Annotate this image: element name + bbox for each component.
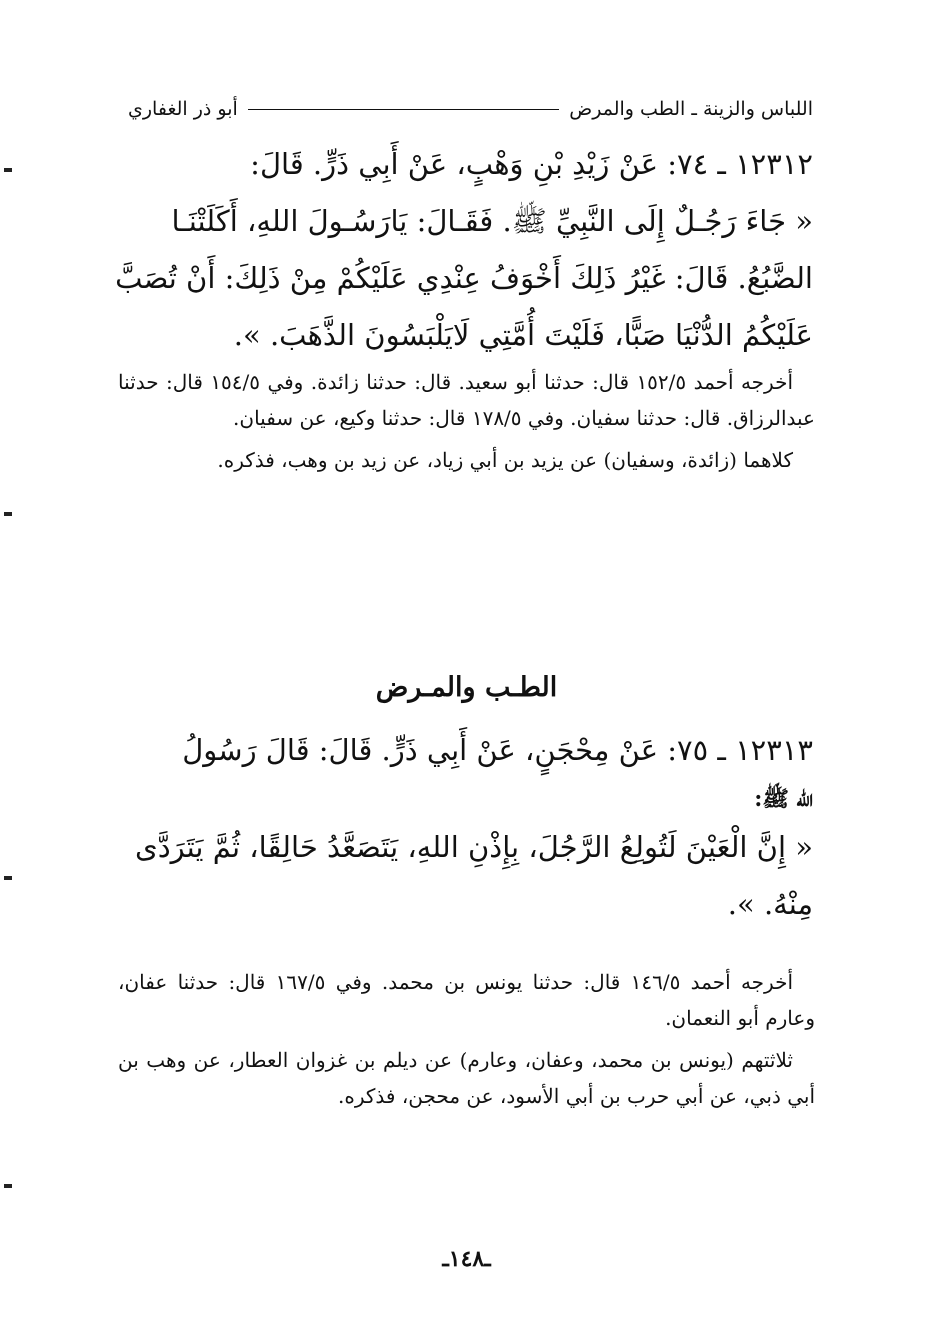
hadith-74-line-3: الضَّبُعُ. قَالَ: غَيْرُ ذَلِكَ أَخْوَفُ عِنْدِي عَلَيْكُمْ مِنْ ذَلِكَ: أَنْ تُصَبَّ [115, 261, 813, 295]
hadith-75-line-3: « إِنَّ الْعَيْنَ لَتُولِعُ الرَّجُلَ، بِإِذْنِ اللهِ، يَتَصَعَّدُ حَالِقًا، ثُمَّ يَتَرَدَّى [135, 830, 813, 864]
takhrij-75-para-2: ثلاثتهم (يونس بن محمد، وعفان، وعارم) عن ديلم بن غزوان العطار، عن وهب بن أبي ذبي، عن أبي حرب بن أبي الأسود، عن محجن، فذكره. [118, 1048, 815, 1108]
running-head-chapter: اللباس والزينة ـ الطب والمرض [569, 98, 813, 120]
hadith-74-line-2: « جَاءَ رَجُـلٌ إِلَى النَّبِيِّ ﷺ. فَقَـالَ: يَارَسُـولَ اللهِ، أَكَلَتْنَـا [171, 204, 813, 238]
page-number: ـ١٤٨ـ [442, 1246, 491, 1272]
hadith-74-line-4: عَلَيْكُمُ الدُّنْيَا صَبًّا، فَلَيْتَ أُمَّتِي لَايَلْبَسُونَ الذَّهَبَ. ». [233, 318, 813, 352]
scan-edge-mark [4, 1184, 12, 1188]
hadith-75-line-4: مِنْهُ. ». [727, 887, 813, 921]
section-title: الطـب والمـرض [375, 672, 558, 703]
scan-edge-mark [4, 168, 12, 172]
hadith-74-line-1: ١٢٣١٢ ـ ٧٤: عَنْ زَيْدِ بْنِ وَهْبٍ، عَنْ أَبِي ذَرٍّ. قَالَ: [250, 147, 813, 181]
scan-edge-mark [4, 512, 12, 516]
takhrij-74-para-1: أخرجه أحمد ١٥٢/٥ قال: حدثنا أبو سعيد. قال: حدثنا زائدة. وفي ١٥٤/٥ قال: حدثنا عبدالرزاق. قال: حدثنا سفيان. وفي ١٧٨/٥ قال: حدثنا وكيع، عن سفيان. [118, 370, 815, 430]
scan-edge-mark [4, 876, 12, 880]
hadith-74 [115, 136, 813, 364]
takhrij-75 [118, 964, 815, 1120]
running-head-companion: أبو ذر الغفاري [128, 98, 238, 120]
takhrij-74-para-2: كلاهما (زائدة، وسفيان) عن يزيد بن أبي زياد، عن زيد بن وهب، فذكره. [217, 448, 793, 472]
running-head-rule [248, 109, 559, 110]
hadith-75-line-1: ١٢٣١٣ ـ ٧٥: عَنْ مِحْجَنٍ، عَنْ أَبِي ذَرٍّ. قَالَ: قَالَ رَسُولُ [182, 733, 813, 767]
takhrij-74 [118, 364, 815, 484]
running-head [128, 94, 813, 124]
takhrij-75-para-1: أخرجه أحمد ١٤٦/٥ قال: حدثنا يونس بن محمد. وفي ١٦٧/٥ قال: حدثنا عفان، وعارم أبو النعمان. [118, 970, 815, 1030]
hadith-75-line-2: الله ﷺ: [754, 786, 813, 812]
hadith-75 [126, 722, 813, 933]
